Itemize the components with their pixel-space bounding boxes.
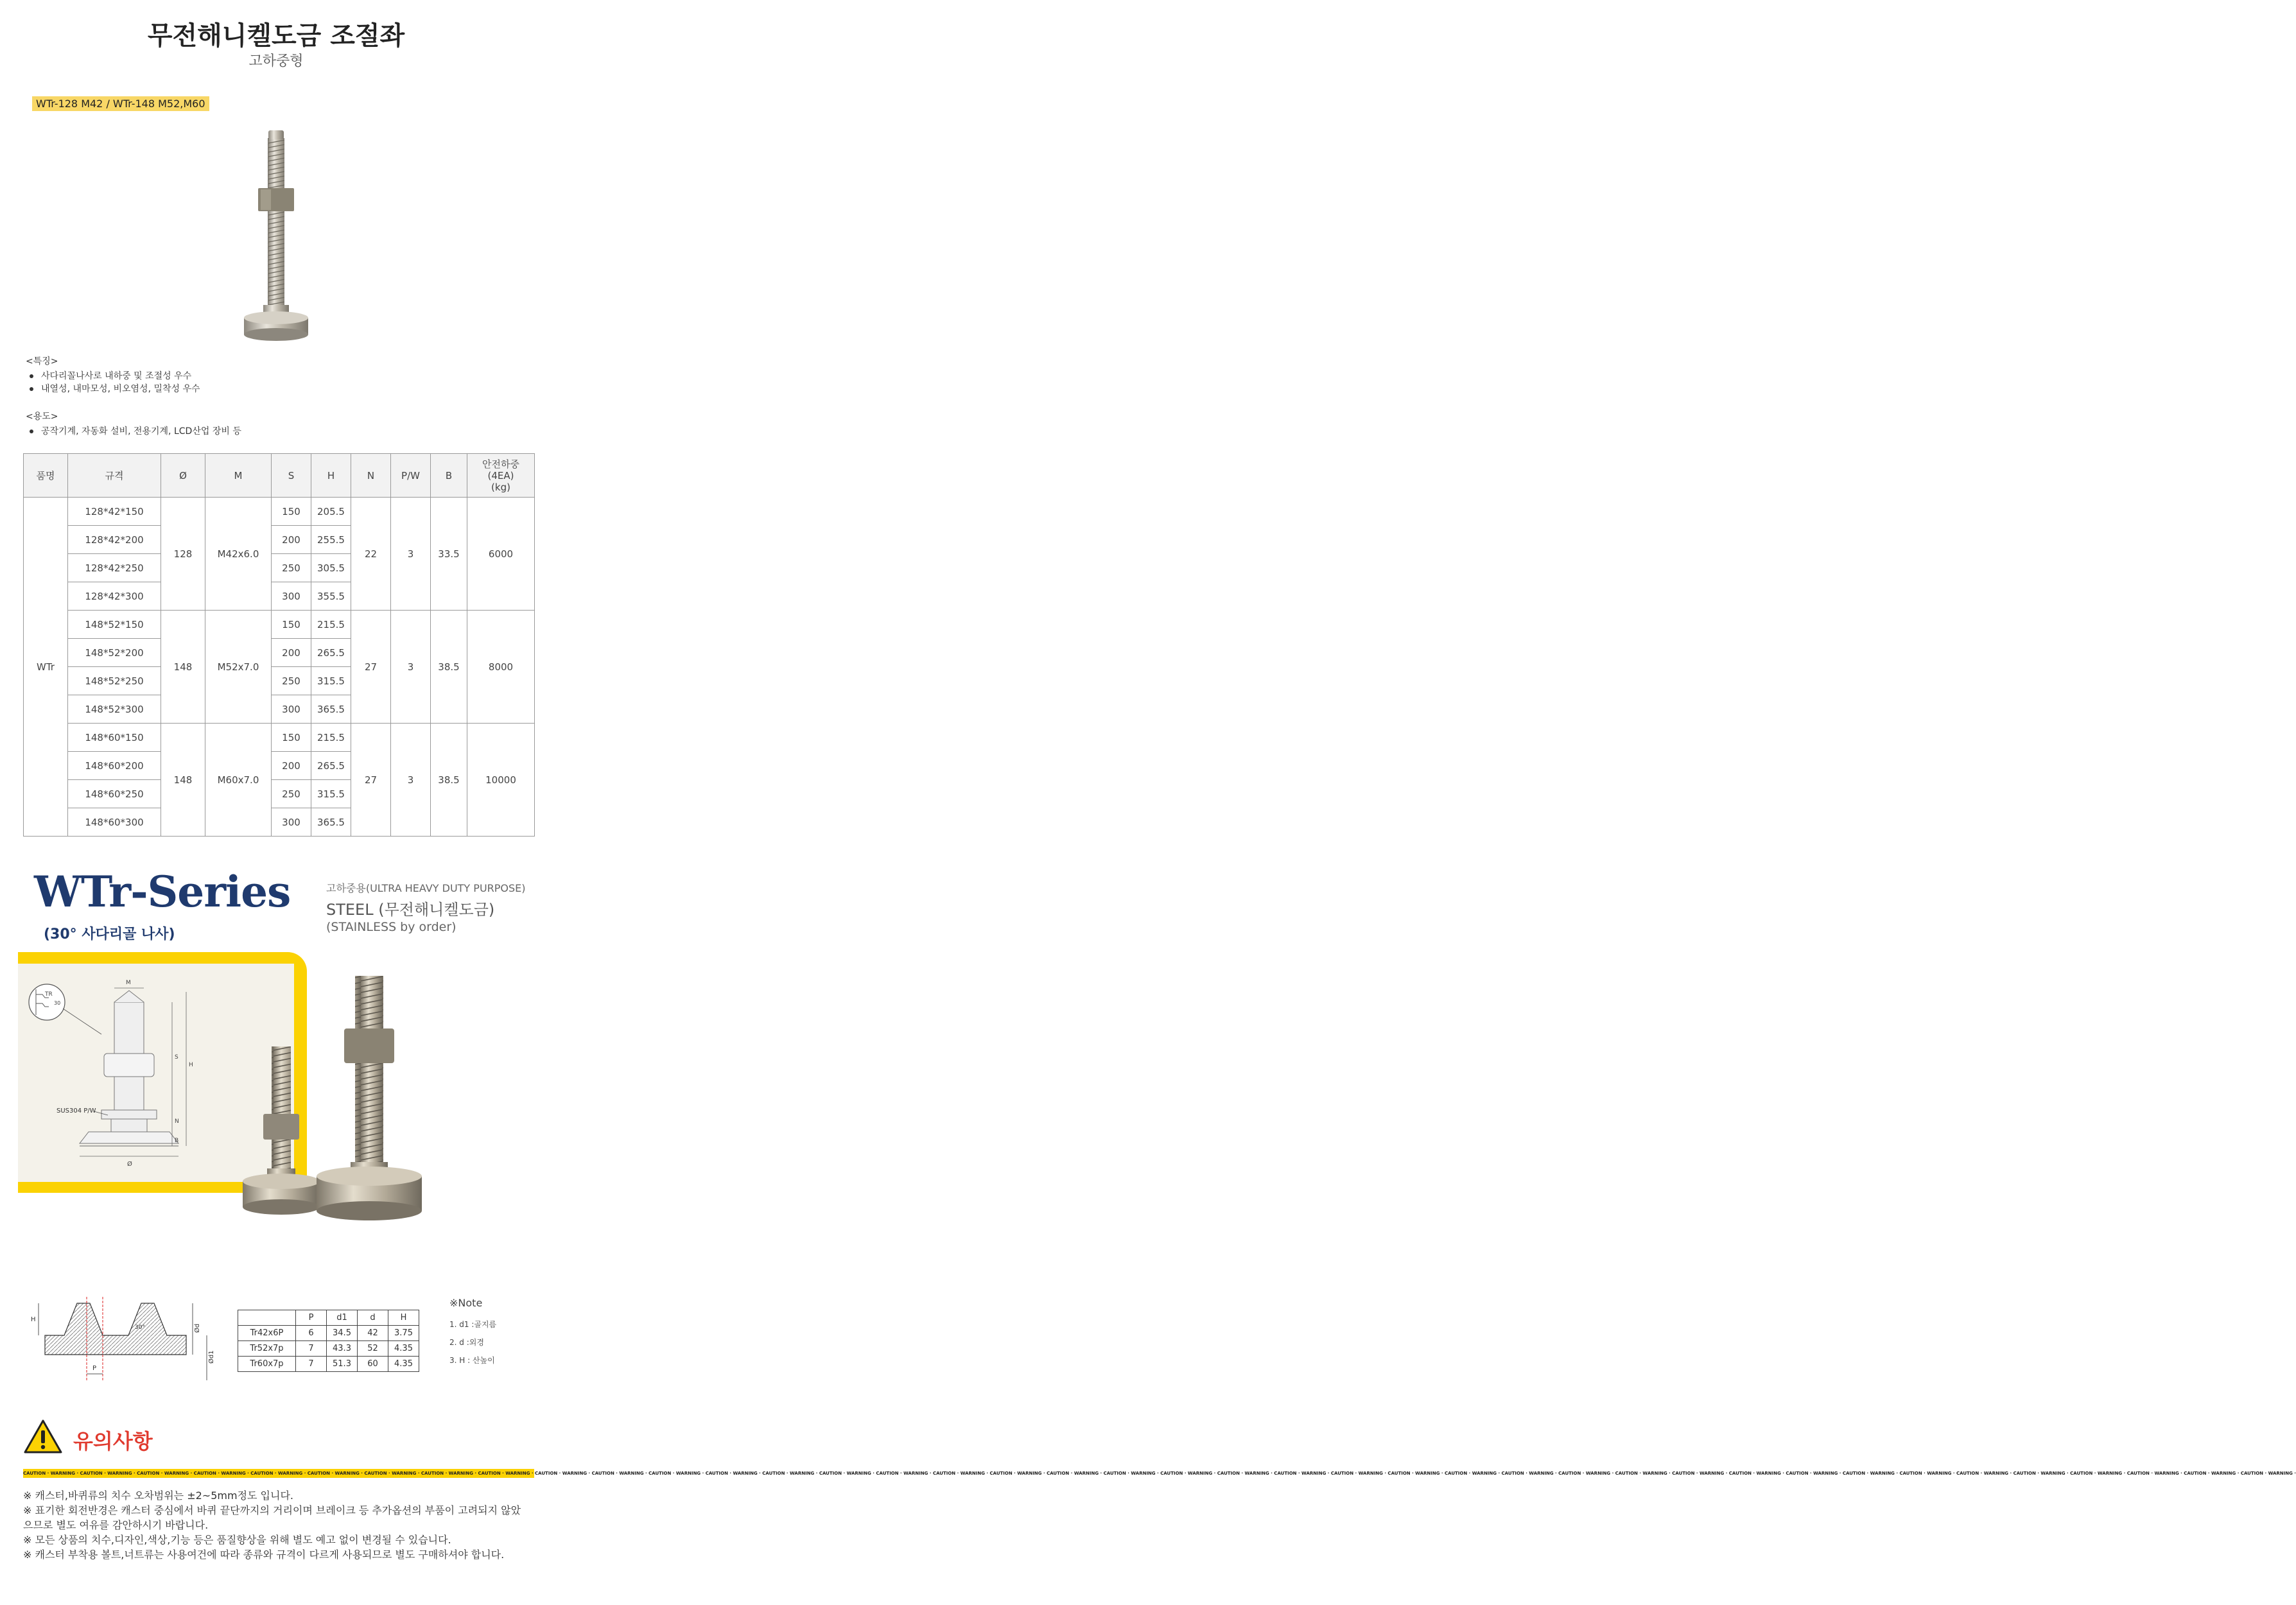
caution-note: ※ 표기한 회전반경은 캐스터 중심에서 바퀴 끝단까지의 거리이며 브레이크 등 추가옵션의 부품이 고려되지 않았으므로 별도 여유를 감안하시기 바랍니다. [23, 1504, 521, 1531]
note-item: 3. H : 산높이 [449, 1356, 495, 1365]
thread-cell: 52 [358, 1341, 388, 1357]
m-cell: M52x7.0 [205, 611, 272, 724]
page-title: 무전해니켈도금 조절좌 [147, 21, 405, 51]
h-cell: 265.5 [311, 639, 351, 667]
s-cell: 150 [272, 498, 311, 526]
col-header: 안전하중 (4EA) (kg) [467, 454, 535, 498]
col-header: B [431, 454, 467, 498]
diagram-label-s: S [175, 1054, 178, 1061]
col-header: Ø [161, 454, 205, 498]
spec-cell: 148*60*200 [68, 752, 161, 780]
thread-col-header [238, 1310, 296, 1326]
leveling-foot-photo [218, 112, 334, 356]
caution-note: ※ 캐스터,바퀴류의 치수 오차범위는 ±2~5mm정도 입니다. [23, 1489, 294, 1502]
s-cell: 300 [272, 582, 311, 611]
spec-table [23, 453, 535, 837]
thread-col-header: d [358, 1310, 388, 1326]
spec-cell: 148*52*250 [68, 667, 161, 695]
caution-header [23, 1419, 153, 1457]
table-row [238, 1341, 419, 1357]
caution-note: ※ 캐스터 부착용 볼트,너트류는 사용여건에 따라 종류와 규격이 다르게 사용되므로 별도 구매하셔야 합니다. [23, 1549, 505, 1561]
spec-table-header-row [24, 454, 535, 498]
s-cell: 250 [272, 667, 311, 695]
spec-cell: 148*60*150 [68, 724, 161, 752]
material-label: STEEL (무전해니켈도금) [326, 901, 495, 919]
h-cell: 355.5 [311, 582, 351, 611]
thread-col-header: d1 [327, 1310, 358, 1326]
spec-cell: 128*42*200 [68, 526, 161, 554]
warning-icon [23, 1419, 63, 1455]
phi-cell: 148 [161, 724, 205, 837]
thread-cell: 60 [358, 1357, 388, 1372]
thread-spec-table [238, 1310, 419, 1372]
feature-item: 내열성, 내마모성, 비오염성, 밀착성 우수 [26, 383, 200, 395]
pw-cell: 3 [391, 611, 431, 724]
col-header: 품명 [24, 454, 68, 498]
thread-cell: Tr52x7p [238, 1341, 296, 1357]
b-cell: 38.5 [431, 611, 467, 724]
thread-profile-section [0, 1290, 552, 1393]
stainless-label: (STAINLESS by order) [326, 920, 457, 934]
h-cell: 205.5 [311, 498, 351, 526]
features-section [26, 354, 200, 395]
col-header: S [272, 454, 311, 498]
table-row [24, 611, 535, 639]
thread-cell: 42 [358, 1326, 388, 1341]
h-cell: 215.5 [311, 724, 351, 752]
pw-cell: 3 [391, 498, 431, 611]
thread-cell: Tr42x6P [238, 1326, 296, 1341]
thread-col-header: H [388, 1310, 419, 1326]
note-item: 2. d :외경 [449, 1338, 484, 1347]
spec-cell: 148*60*250 [68, 780, 161, 808]
series-panel [18, 857, 551, 1242]
col-header: 규격 [68, 454, 161, 498]
h-cell: 255.5 [311, 526, 351, 554]
thread-cell: Tr60x7p [238, 1357, 296, 1372]
use-item: 공작기계, 자동화 설비, 전용기계, LCD산업 장비 등 [26, 425, 241, 438]
s-cell: 200 [272, 639, 311, 667]
h-cell: 365.5 [311, 808, 351, 837]
b-cell: 38.5 [431, 724, 467, 837]
h-cell: 265.5 [311, 752, 351, 780]
series-subtitle: (30° 사다리골 나사) [44, 926, 175, 942]
pw-cell: 3 [391, 724, 431, 837]
spec-cell: 148*52*200 [68, 639, 161, 667]
thread-cell: 51.3 [327, 1357, 358, 1372]
table-row [24, 498, 535, 526]
n-cell: 22 [351, 498, 391, 611]
spec-cell: 128*42*250 [68, 554, 161, 582]
load-cell: 10000 [467, 724, 535, 837]
s-cell: 200 [272, 526, 311, 554]
h-cell: 365.5 [311, 695, 351, 724]
m-cell: M42x6.0 [205, 498, 272, 611]
diagram-label-pw: SUS304 P/W [57, 1107, 96, 1115]
thread-col-header: P [296, 1310, 327, 1326]
thread-cell: 34.5 [327, 1326, 358, 1341]
thread-label-h: H [31, 1316, 36, 1323]
h-cell: 215.5 [311, 611, 351, 639]
m-cell: M60x7.0 [205, 724, 272, 837]
spec-cell: 148*52*300 [68, 695, 161, 724]
feature-item: 사다리꼴나사로 내하중 및 조절성 우수 [26, 370, 200, 383]
phi-cell: 148 [161, 611, 205, 724]
thread-cell: 7 [296, 1357, 327, 1372]
load-cell: 6000 [467, 498, 535, 611]
s-cell: 150 [272, 611, 311, 639]
table-row [238, 1326, 419, 1341]
diagram-label-angle: 30 [54, 1000, 61, 1006]
spec-cell: 128*42*150 [68, 498, 161, 526]
table-row [238, 1357, 419, 1372]
spec-cell: 148*60*300 [68, 808, 161, 837]
s-cell: 200 [272, 752, 311, 780]
thread-cell: 4.35 [388, 1357, 419, 1372]
caution-strip: CAUTION · WARNING · CAUTION · WARNING · CAUTION · WARNING · CAUTION · WARNING · CAUTION · WARNING · CAUTION · WARNING · CAUTION · WARNING · CAUTION · WARNING · CAUTION · WARNING · CAUTION · WARNING · CAUTION · WARNING · CAUTION · WARNING · CAUTION · WARNING · CAUTION · WARNING · CAUTION · WARNING · CAUTION · WARNING · CAUTION · WARNING · CAUTION · WARNING · CAUTION · WARNING · CAUTION · WARNING · CAUTION · WARNING · CAUTION · WARNING · CAUTION · WARNING · CAUTION · WARNING · CAUTION · WARNING · CAUTION · WARNING · CAUTION · WARNING · CAUTION · WARNING · CAUTION · WARNING · CAUTION · WARNING · CAUTION · WARNING · CAUTION · WARNING · CAUTION · WARNING · CAUTION · WARNING · CAUTION · WARNING · CAUTION · WARNING · CAUTION · WARNING · CAUTION · WARNING · CAUTION · WARNING · CAUTION · WARNING · [23, 1469, 534, 1478]
diagram-label-phi: Ø [127, 1161, 132, 1168]
features-heading: <특징> [26, 356, 58, 367]
h-cell: 315.5 [311, 667, 351, 695]
uses-section [26, 410, 241, 438]
thread-profile-drawing [31, 1290, 225, 1387]
s-cell: 300 [272, 695, 311, 724]
model-tag: WTr-128 M42 / WTr-148 M52,M60 [32, 96, 209, 111]
note-item: 1. d1 :골지름 [449, 1320, 497, 1329]
diagram-label-n: N [175, 1118, 179, 1125]
thread-cell: 43.3 [327, 1341, 358, 1357]
s-cell: 150 [272, 724, 311, 752]
load-cell: 8000 [467, 611, 535, 724]
caution-title: 유의사항 [73, 1429, 153, 1453]
h-cell: 315.5 [311, 780, 351, 808]
thread-cell: 4.35 [388, 1341, 419, 1357]
s-cell: 250 [272, 554, 311, 582]
note-list [449, 1297, 496, 1369]
s-cell: 250 [272, 780, 311, 808]
caution-notes [23, 1488, 530, 1562]
col-header: M [205, 454, 272, 498]
thread-label-d1: Ød1 [208, 1350, 215, 1364]
col-header: N [351, 454, 391, 498]
col-header: H [311, 454, 351, 498]
diagram-label-h: H [189, 1062, 193, 1068]
s-cell: 300 [272, 808, 311, 837]
series-product-photo [230, 976, 422, 1242]
thread-cell: 7 [296, 1341, 327, 1357]
note-heading: ※Note [449, 1297, 483, 1309]
page-subtitle: 고하중형 [248, 53, 304, 69]
thread-label-d: Ød [194, 1323, 201, 1333]
h-cell: 305.5 [311, 554, 351, 582]
col-header: P/W [391, 454, 431, 498]
b-cell: 33.5 [431, 498, 467, 611]
thread-cell: 3.75 [388, 1326, 419, 1341]
product-name-cell: WTr [24, 498, 68, 837]
caution-note: ※ 모든 상품의 치수,디자인,색상,기능 등은 품질향상을 위해 별도 예고 없이 변경될 수 있습니다. [23, 1534, 451, 1546]
diagram-label-m: M [126, 980, 131, 986]
uses-heading: <용도> [26, 412, 58, 422]
table-row [24, 724, 535, 752]
diagram-label-tr: TR [45, 991, 53, 998]
phi-cell: 128 [161, 498, 205, 611]
series-title: WTr-Series [34, 867, 291, 917]
thread-label-p: P [92, 1365, 97, 1372]
n-cell: 27 [351, 724, 391, 837]
n-cell: 27 [351, 611, 391, 724]
thread-label-angle: 30° [135, 1324, 145, 1331]
purpose-label: 고하중용(ULTRA HEAVY DUTY PURPOSE) [326, 882, 526, 894]
diagram-label-b: B [175, 1138, 179, 1144]
thread-cell: 6 [296, 1326, 327, 1341]
spec-cell: 128*42*300 [68, 582, 161, 611]
spec-cell: 148*52*150 [68, 611, 161, 639]
